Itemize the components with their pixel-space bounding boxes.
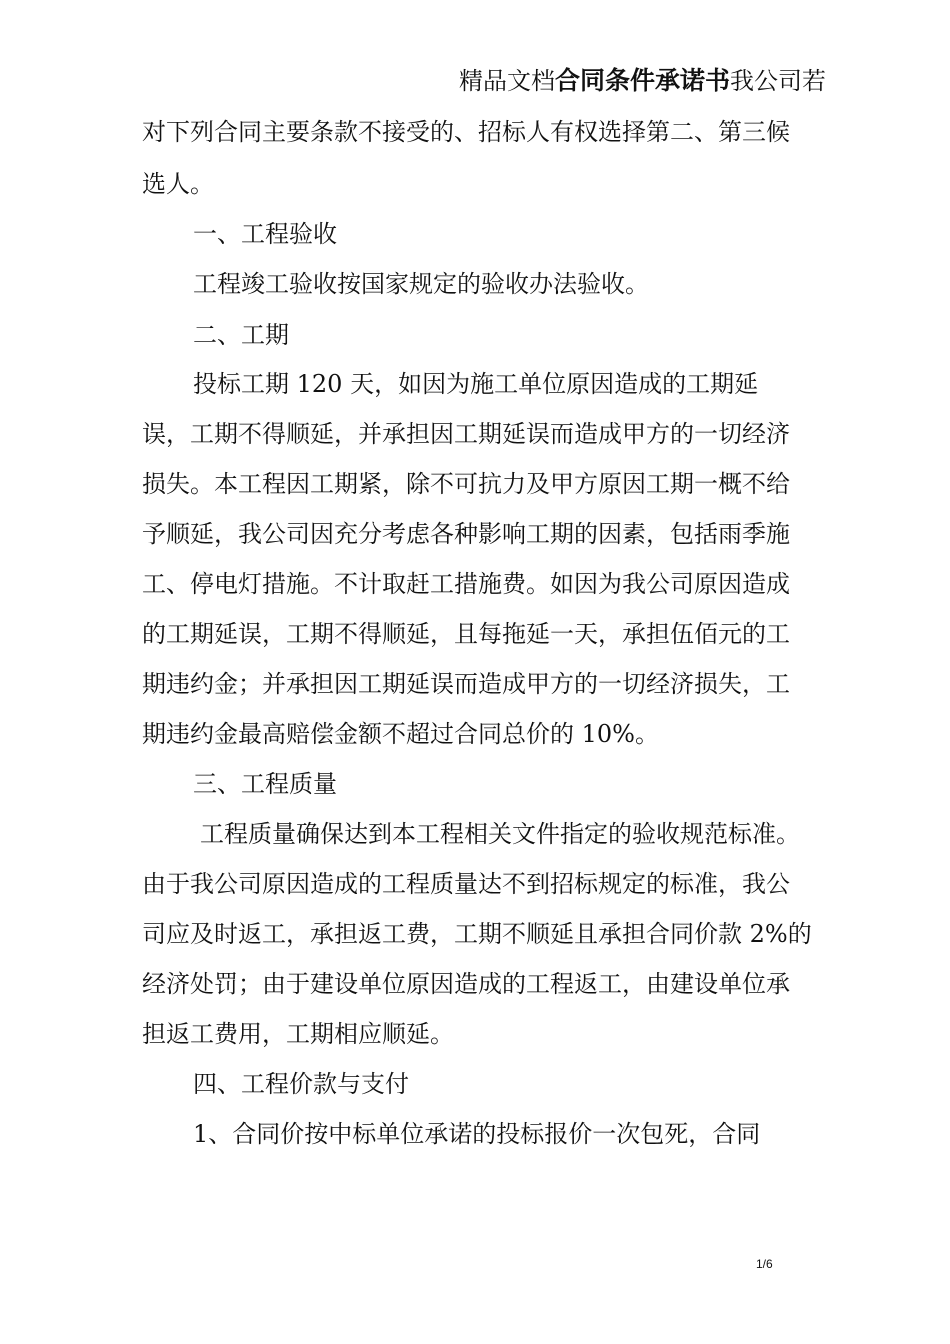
section-heading: 一、工程验收 — [193, 220, 337, 248]
section-heading: 二、工期 — [193, 321, 289, 349]
body-line: 误，工期不得顺延，并承担因工期延误而造成甲方的一切经济 — [142, 420, 790, 448]
body-line: 司应及时返工，承担返工费，工期不顺延且承担合同价款 2%的 — [142, 920, 812, 948]
section-heading: 三、工程质量 — [193, 770, 337, 798]
body-line: 期违约金最高赔偿金额不超过合同总价的 10%。 — [142, 720, 659, 748]
body-line: 工、停电灯措施。不计取赶工措施费。如因为我公司原因造成 — [142, 570, 790, 598]
header-prefix: 精品文档 — [458, 67, 555, 95]
body-line: 选人。 — [142, 170, 214, 198]
body-line: 经济处罚；由于建设单位原因造成的工程返工，由建设单位承 — [142, 970, 790, 998]
body-line: 担返工费用，工期相应顺延。 — [142, 1020, 454, 1048]
header-suffix: 我公司若 — [730, 67, 826, 95]
section-heading: 四、工程价款与支付 — [193, 1070, 409, 1098]
body-line: 对下列合同主要条款不接受的、招标人有权选择第二、第三候 — [142, 118, 790, 146]
body-line: 工程竣工验收按国家规定的验收办法验收。 — [193, 270, 649, 298]
body-line: 期违约金；并承担因工期延误而造成甲方的一切经济损失，工 — [142, 670, 790, 698]
body-line: 1、合同价按中标单位承诺的投标报价一次包死，合同 — [193, 1120, 761, 1148]
body-line: 予顺延，我公司因充分考虑各种影响工期的因素，包括雨季施 — [142, 520, 790, 548]
body-line: 投标工期 120 天，如因为施工单位原因造成的工期延 — [193, 370, 759, 398]
body-line: 工程质量确保达到本工程相关文件指定的验收规范标准。 — [200, 820, 800, 848]
page-number: 1/6 — [756, 1257, 773, 1271]
document-title: 合同条件承诺书 — [554, 66, 730, 95]
body-line: 损失。本工程因工期紧，除不可抗力及甲方原因工期一概不给 — [142, 470, 790, 498]
body-line: 由于我公司原因造成的工程质量达不到招标规定的标准，我公 — [142, 870, 790, 898]
document-header — [459, 64, 826, 98]
body-line: 的工期延误，工期不得顺延，且每拖延一天，承担伍佰元的工 — [142, 620, 790, 648]
